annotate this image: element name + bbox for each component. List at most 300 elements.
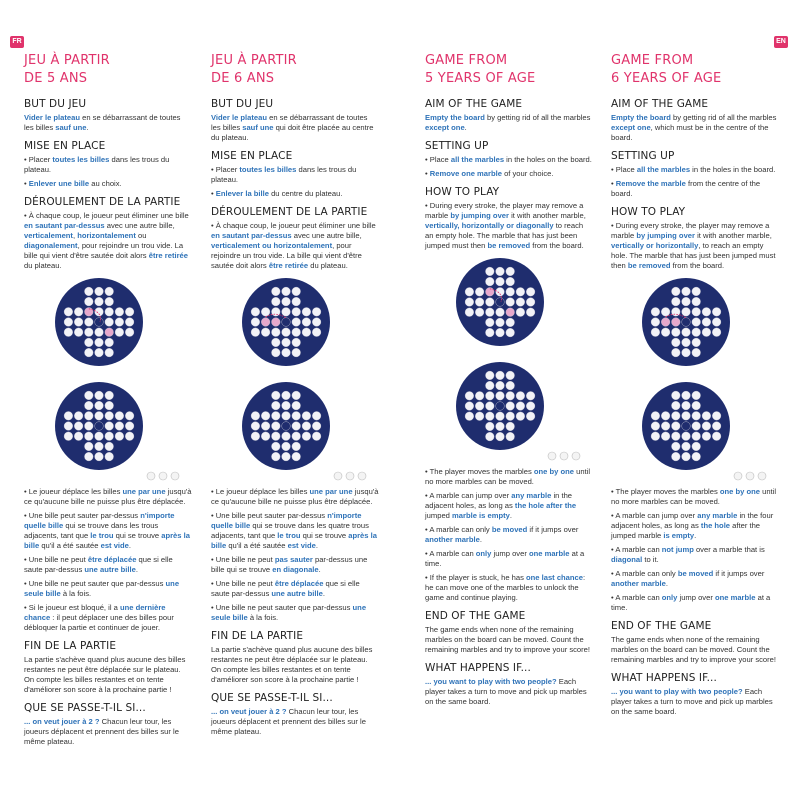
marble	[251, 432, 260, 441]
list-item	[24, 555, 192, 575]
list-item	[425, 155, 593, 165]
marble	[486, 308, 495, 317]
marble	[105, 432, 114, 441]
marble	[486, 392, 495, 401]
highlight-text: another marble	[425, 535, 480, 545]
list-item	[24, 179, 192, 189]
marble	[85, 422, 94, 431]
marble	[292, 318, 301, 327]
marble	[95, 297, 104, 306]
marble	[465, 308, 474, 317]
marble	[64, 432, 73, 441]
marble	[672, 422, 681, 431]
body-text: it with another marble,	[694, 231, 772, 241]
section-heading-setup: MISE EN PLACE	[24, 140, 106, 153]
body-text: • The player moves the marbles	[425, 467, 534, 477]
marble	[261, 422, 270, 431]
body-text: ,	[72, 231, 78, 241]
how-text	[611, 221, 779, 271]
marble	[496, 288, 505, 297]
list-item	[425, 491, 593, 521]
body-text: until no more marbles can be moved.	[611, 487, 777, 507]
marble	[282, 432, 291, 441]
what-if-text	[425, 677, 593, 707]
marble	[95, 401, 104, 410]
body-text: en se débarrassant de toutes les billes	[24, 113, 181, 133]
marble	[672, 412, 681, 421]
marble	[465, 412, 474, 421]
highlight-text: be removed	[487, 241, 531, 251]
marble	[506, 277, 515, 286]
marble	[496, 267, 505, 276]
marble	[496, 318, 505, 327]
marble	[125, 422, 134, 431]
marble	[115, 318, 124, 327]
marble	[105, 297, 114, 306]
marble	[682, 412, 691, 421]
body-text: • Si le joueur est bloqué, il a	[24, 603, 120, 613]
marble	[125, 308, 134, 317]
body-text: • During every stroke, the player may remove a marble	[611, 221, 770, 241]
list-item	[611, 569, 779, 589]
body-text: • Placer	[211, 165, 240, 175]
body-text: , pour rejoindre un trou vide. La bille qui vient d'être sautée doit alors	[211, 241, 362, 271]
body-text: • A marble can only	[425, 525, 492, 535]
highlight-text: be moved	[491, 525, 528, 535]
list-item	[211, 603, 379, 623]
section-heading-aim: AIM OF THE GAME	[425, 98, 523, 110]
marble	[506, 412, 515, 421]
marble	[95, 328, 104, 337]
marble	[672, 442, 681, 451]
setup-list	[425, 155, 593, 179]
marble	[516, 298, 525, 307]
board-illustrations	[24, 277, 192, 483]
what-if-text	[611, 687, 779, 717]
marble	[272, 287, 281, 296]
body-text: in the holes in the board.	[690, 165, 776, 175]
marble	[475, 392, 484, 401]
body-text: qui se trouve	[300, 531, 349, 541]
list-item	[24, 603, 192, 633]
end-text: La partie s'achève quand plus aucune des billes restantes ne peut être déplacée sur le plateau. On compte les billes restantes et on tente d'améliorer son score à la prochaine partie !	[211, 645, 373, 685]
marble	[95, 422, 104, 431]
body-text: qui doit être placée au centre du plateau.	[211, 123, 374, 143]
body-text: qui se trouve dans les trous adjacents, tant que	[24, 521, 159, 541]
body-text: Each player takes a turn to move and pick up marbles on the same board.	[611, 687, 773, 717]
marble	[251, 318, 260, 327]
list-item	[24, 487, 192, 507]
marble	[712, 422, 721, 431]
marble	[282, 401, 291, 410]
body-text: • Une bille ne peut	[211, 579, 275, 589]
marble	[692, 412, 701, 421]
highlight-text: is empty	[663, 531, 695, 541]
body-text: .	[315, 541, 319, 551]
marble	[95, 432, 104, 441]
marble	[682, 432, 691, 441]
body-text: • A marble can	[425, 549, 476, 559]
highlight-text: Empty the board	[425, 113, 485, 122]
body-text: of your choice.	[501, 169, 554, 179]
marble	[105, 287, 114, 296]
marble	[702, 422, 711, 431]
body-text: • Place	[611, 165, 637, 175]
section-heading-how: HOW TO PLAY	[611, 206, 686, 219]
marble	[312, 308, 321, 317]
highlight-text: une dernière chance	[24, 603, 166, 623]
marble	[672, 297, 681, 306]
highlight-text: être retirée	[148, 251, 188, 261]
page-title: JEU À PARTIR DE 5 ANS	[24, 53, 110, 86]
marble	[282, 318, 291, 327]
highlight-text: sauf une	[242, 123, 274, 133]
marble	[261, 432, 270, 441]
highlight-text: est vide	[100, 541, 129, 551]
highlight-text: vertically or horizontally	[611, 241, 699, 251]
highlight-text: the hole	[700, 521, 731, 531]
marble	[95, 442, 104, 451]
marble	[261, 328, 270, 337]
body-text: .	[509, 511, 512, 521]
marble	[105, 318, 114, 327]
spare-marble	[758, 472, 766, 480]
marble	[475, 288, 484, 297]
body-text: • A marble can jump over	[425, 491, 512, 501]
marble	[496, 381, 505, 390]
marble	[682, 287, 691, 296]
marble	[682, 401, 691, 410]
marble	[64, 308, 73, 317]
marble	[95, 452, 104, 461]
list-item	[425, 525, 593, 545]
marble	[496, 402, 505, 411]
marble	[506, 432, 515, 441]
marble	[712, 328, 721, 337]
list-item	[211, 579, 379, 599]
list-item	[611, 487, 779, 507]
marble	[272, 318, 281, 327]
marble	[74, 432, 83, 441]
marble	[251, 412, 260, 421]
highlight-text: Remove the marble	[615, 179, 686, 189]
highlight-text: toutes les billes	[239, 165, 297, 175]
body-text: at a time.	[425, 549, 585, 569]
body-text: jusqu'à ce qu'aucune bille ne puisse plus être déplacée.	[211, 487, 379, 507]
marble	[692, 442, 701, 451]
marble	[526, 288, 535, 297]
marble-board	[455, 257, 545, 347]
marble	[692, 401, 701, 410]
marble	[672, 452, 681, 461]
marble	[486, 318, 495, 327]
body-text: en se débarrassant de toutes les billes	[211, 113, 368, 133]
highlight-text: après la bille	[24, 531, 190, 551]
highlight-text: diagonal	[611, 555, 643, 565]
marble	[496, 277, 505, 286]
marble	[475, 402, 484, 411]
marble-board	[241, 381, 331, 471]
marble	[692, 348, 701, 357]
marble	[272, 308, 281, 317]
highlight-text: une seule bille	[211, 603, 367, 623]
marble	[496, 298, 505, 307]
highlight-text: Vider le plateau	[24, 113, 80, 122]
section-heading-goal: BUT DU JEU	[24, 98, 87, 110]
marble	[506, 267, 515, 276]
marble	[105, 412, 114, 421]
marble	[486, 432, 495, 441]
marble	[672, 328, 681, 337]
marble	[74, 422, 83, 431]
marble	[661, 328, 670, 337]
marble	[692, 432, 701, 441]
marble	[272, 422, 281, 431]
marble	[302, 328, 311, 337]
body-text: jumped	[425, 511, 453, 521]
body-text: • Une bille ne peut	[24, 555, 88, 565]
body-text: after the jumped marble	[611, 521, 761, 541]
marble	[95, 287, 104, 296]
column-en-5	[425, 52, 593, 792]
column-fr-5	[24, 52, 192, 792]
marble	[292, 297, 301, 306]
marble	[272, 401, 281, 410]
body-text: qu'il a été sautée	[39, 541, 101, 551]
marble	[105, 348, 114, 357]
body-text: dans les trous du plateau.	[211, 165, 357, 185]
marble	[496, 371, 505, 380]
section-heading-how: HOW TO PLAY	[425, 186, 500, 199]
section-heading-setup: SETTING UP	[425, 140, 489, 153]
marble	[516, 308, 525, 317]
play-text	[24, 211, 192, 271]
body-text: à la fois.	[60, 589, 92, 599]
highlight-text: être déplacée	[274, 579, 324, 589]
marble	[712, 412, 721, 421]
highlight-text: another marble	[611, 579, 666, 589]
body-text: .	[665, 579, 668, 589]
marble	[496, 412, 505, 421]
marble	[292, 328, 301, 337]
marble	[682, 338, 691, 347]
marble	[672, 287, 681, 296]
body-text: • If the player is stuck, he has	[425, 573, 527, 583]
body-text: qui se trouve dans les quatre trous adjacents, tant que	[211, 521, 369, 541]
body-text: .	[135, 565, 138, 575]
marble	[506, 402, 515, 411]
marble	[475, 308, 484, 317]
what-if-text	[211, 707, 379, 737]
marble	[105, 328, 114, 337]
highlight-text: one marble	[714, 593, 756, 603]
marble	[64, 422, 73, 431]
highlight-text: all the marbles	[450, 155, 505, 165]
marble	[486, 402, 495, 411]
how-text	[425, 201, 593, 251]
spare-marble	[746, 472, 754, 480]
list-item	[24, 155, 192, 175]
body-text: , to reach an empty hole. The marble that has just been jumped must then	[611, 241, 776, 271]
body-text: Chacun leur tour, les joueurs déplacent et prennent des billes sur le même plateau.	[211, 707, 366, 737]
marble	[506, 392, 515, 401]
body-text: • Le joueur déplace les billes	[24, 487, 123, 497]
marble	[105, 401, 114, 410]
list-item	[211, 511, 379, 551]
setup-list	[211, 165, 379, 199]
rules-list	[24, 487, 192, 633]
body-text: • A marble can jump over	[611, 511, 698, 521]
board-illustrations	[425, 257, 593, 463]
marble	[475, 412, 484, 421]
marble	[682, 348, 691, 357]
body-text: by getting rid of all the marbles	[484, 113, 591, 122]
section-heading-end: FIN DE LA PARTIE	[211, 630, 304, 643]
marble	[651, 308, 660, 317]
marble	[661, 412, 670, 421]
marble	[85, 452, 94, 461]
highlight-text: sauf une	[55, 123, 87, 133]
marble	[272, 442, 281, 451]
marble	[506, 328, 515, 337]
marble	[85, 318, 94, 327]
spare-marbles	[333, 471, 369, 481]
body-text: ou	[135, 231, 147, 241]
marble	[74, 318, 83, 327]
body-text: jump over	[491, 549, 529, 559]
marble	[651, 412, 660, 421]
body-text: • Une bille ne peut	[211, 555, 275, 565]
highlight-text: Empty the board	[611, 113, 671, 122]
marble	[292, 338, 301, 347]
marble	[682, 452, 691, 461]
marble	[702, 328, 711, 337]
marble	[302, 422, 311, 431]
marble	[702, 432, 711, 441]
body-text: • The player moves the marbles	[611, 487, 720, 497]
marble	[516, 288, 525, 297]
what-if-text	[24, 717, 192, 747]
section-heading-goal: BUT DU JEU	[211, 98, 274, 110]
spare-marble	[560, 452, 568, 460]
marble	[251, 308, 260, 317]
marble	[105, 442, 114, 451]
section-heading-aim: AIM OF THE GAME	[611, 98, 709, 110]
marble	[292, 391, 301, 400]
marble-board	[455, 361, 545, 451]
marble	[651, 432, 660, 441]
highlight-text: be moved	[677, 569, 714, 579]
marble	[486, 328, 495, 337]
section-heading-play: DÉROULEMENT DE LA PARTIE	[24, 196, 181, 209]
highlight-text: une par une	[122, 487, 166, 497]
rules-list	[211, 487, 379, 623]
marble	[682, 422, 691, 431]
body-text: if it jumps over	[713, 569, 765, 579]
marble	[682, 297, 691, 306]
body-text: : il peut déplacer une des billes pour débloquer la partie et continuer de jouer.	[24, 613, 174, 633]
spare-marble	[159, 472, 167, 480]
spare-marble	[572, 452, 580, 460]
marble	[672, 318, 681, 327]
marble	[125, 328, 134, 337]
marble	[272, 297, 281, 306]
highlight-text: only	[475, 549, 492, 559]
body-text: qu'il a été sautée	[226, 541, 288, 551]
end-text: La partie s'achève quand plus aucune des billes restantes ne peut être déplacée sur le plateau. On compte les billes restantes et on tente d'améliorer son score à la prochaine partie !	[24, 655, 186, 695]
list-item	[611, 179, 779, 199]
highlight-text: ... on veut jouer à 2 ?	[24, 717, 100, 727]
marble	[282, 391, 291, 400]
body-text: avec une autre bille,	[291, 231, 362, 241]
marble	[105, 422, 114, 431]
highlight-text: by jumping over	[636, 231, 695, 241]
marble	[526, 392, 535, 401]
column-en-6	[611, 52, 779, 792]
board-illustrations	[211, 277, 379, 483]
marble	[292, 422, 301, 431]
body-text: , pour rejoindre un trou vide. La bille qui vient d'être sautée doit alors	[24, 241, 184, 261]
marble	[672, 308, 681, 317]
marble	[272, 432, 281, 441]
highlight-text: vertically, horizontally or diagonally	[425, 221, 554, 231]
setup-list	[611, 165, 779, 199]
marble-board	[241, 277, 331, 367]
marble	[272, 391, 281, 400]
body-text: • Place	[425, 155, 451, 165]
marble	[672, 391, 681, 400]
body-text: du plateau.	[308, 261, 348, 271]
highlight-text: marble is empty	[452, 511, 510, 521]
marble	[105, 452, 114, 461]
body-text: • Une bille peut sauter par-dessus	[24, 511, 141, 521]
section-heading-end: FIN DE LA PARTIE	[24, 640, 117, 653]
marble	[496, 308, 505, 317]
marble	[64, 318, 73, 327]
rules-list	[425, 467, 593, 603]
highlight-text: une par une	[309, 487, 353, 497]
body-text: to reach an empty hole. The marble that has just been jumped must then	[425, 221, 584, 251]
marble	[292, 442, 301, 451]
highlight-text: en sautant par-dessus	[211, 231, 292, 241]
marble	[282, 287, 291, 296]
marble	[261, 412, 270, 421]
marble	[475, 298, 484, 307]
page-title: GAME FROM 5 YEARS OF AGE	[425, 53, 536, 86]
highlight-text: Enlever la bille	[215, 189, 269, 199]
highlight-text: après la bille	[211, 531, 377, 551]
marble	[95, 412, 104, 421]
body-text: at a time.	[611, 593, 771, 613]
body-text: from the board.	[530, 241, 584, 251]
marble	[692, 297, 701, 306]
marble	[85, 338, 94, 347]
highlight-text: verticalement	[24, 231, 73, 241]
highlight-text: n'importe quelle bille	[211, 511, 362, 531]
body-text: • A marble can	[611, 545, 662, 555]
setup-list	[24, 155, 192, 189]
marble	[692, 391, 701, 400]
spare-marble	[346, 472, 354, 480]
marble	[125, 432, 134, 441]
spare-marble	[147, 472, 155, 480]
marble-board	[641, 381, 731, 471]
marble-board	[641, 277, 731, 367]
highlight-text: horizontalement	[77, 231, 136, 241]
marble	[516, 402, 525, 411]
body-text: •	[24, 179, 29, 189]
highlight-text: any marble	[511, 491, 552, 501]
